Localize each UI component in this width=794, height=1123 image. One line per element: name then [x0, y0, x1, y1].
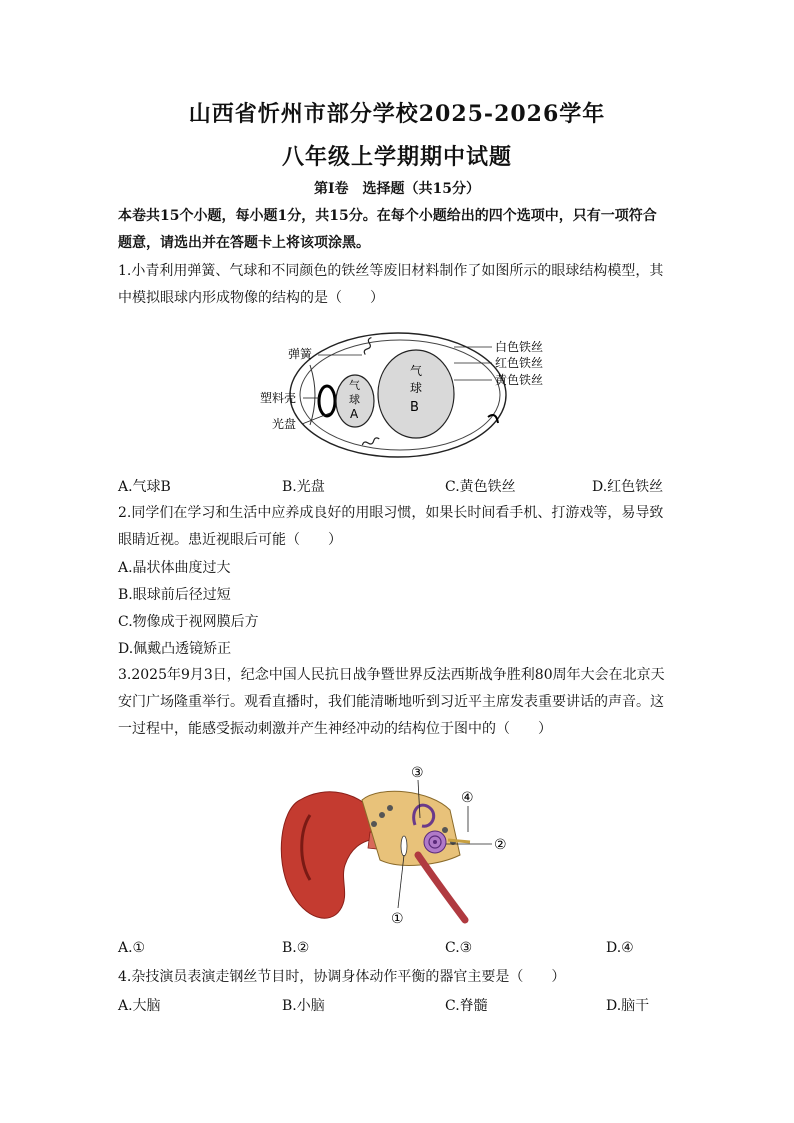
q1-option-a[interactable]: A.气球B [118, 479, 171, 495]
q2-option-b[interactable]: B.眼球前后径过短 [118, 587, 231, 603]
ear-label-2: ② [494, 837, 507, 853]
balloon-b-char3: B [410, 400, 419, 415]
label-white-wire: 白色铁丝 [495, 340, 544, 354]
q1-stem-line2: 中模拟眼球内形成物像的结构的是（ ） [118, 290, 384, 306]
exam-title-line1: 山西省忻州市部分学校2025-2026学年 [188, 101, 606, 127]
spring-top [363, 337, 373, 355]
auditory-nerve [448, 840, 470, 842]
section-heading: 第Ⅰ卷 选择题（共15分） [313, 181, 481, 197]
label-spring: 弹簧 [288, 347, 313, 361]
balloon-a-char2: 球 [349, 393, 360, 406]
q4-option-c[interactable]: C.脊髓 [445, 998, 488, 1014]
ear-label-3: ③ [411, 765, 424, 781]
q3-option-d[interactable]: D.④ [606, 940, 634, 956]
q3-stem-line2: 安门广场隆重举行。观看直播时，我们能清晰地听到习近平主席发表重要讲话的声音。这 [118, 694, 664, 710]
q2-option-c[interactable]: C.物像成于视网膜后方 [118, 614, 259, 630]
eustachian-tube [418, 855, 465, 920]
q2-stem-line1: 2.同学们在学习和生活中应养成良好的用眼习惯，如果长时间看手机、打游戏等，易导致 [118, 505, 664, 521]
q1-option-d[interactable]: D.红色铁丝 [592, 479, 664, 495]
instructions-line1: 本卷共15个小题，每小题1分，共15分。在每个小题给出的四个选项中，只有一项符合 [118, 208, 657, 224]
q3-stem-line3: 一过程中，能感受振动刺激并产生神经冲动的结构位于图中的（ ） [118, 721, 552, 737]
q1-option-b[interactable]: B.光盘 [282, 479, 325, 495]
label-red-wire: 红色铁丝 [495, 356, 544, 370]
eye-model-figure [250, 325, 560, 465]
ear-label-1: ① [391, 911, 404, 927]
q3-stem-line1: 3.2025年9月3日，纪念中国人民抗日战争暨世界反法西斯战争胜利80周年大会在北京天 [118, 667, 665, 683]
spring-bottom [362, 437, 380, 447]
q3-option-b[interactable]: B.② [282, 940, 310, 956]
inner-curve [310, 365, 315, 425]
q1-stem-line1: 1.小青利用弹簧、气球和不同颜色的铁丝等废旧材料制作了如图所示的眼球结构模型，其 [118, 263, 664, 279]
label-disc: 光盘 [272, 417, 297, 431]
exam-title-line2: 八年级上学期期中试题 [281, 144, 512, 170]
q3-option-a[interactable]: A.① [118, 940, 146, 956]
q4-stem: 4.杂技演员表演走钢丝节目时，协调身体动作平衡的器官主要是（ ） [118, 969, 566, 985]
balloon-a-char1: 气 [349, 379, 360, 392]
q2-option-a[interactable]: A.晶状体曲度过大 [118, 560, 231, 576]
q4-option-b[interactable]: B.小脑 [282, 998, 325, 1014]
label-plastic-shell: 塑料壳 [260, 391, 297, 405]
q4-option-a[interactable]: A.大脑 [118, 998, 161, 1014]
label-yellow-wire: 黄色铁丝 [495, 373, 544, 387]
q2-stem-line2: 眼睛近视。患近视眼后可能（ ） [118, 532, 342, 548]
q1-option-c[interactable]: C.黄色铁丝 [445, 479, 516, 495]
balloon-b-char1: 气 [410, 364, 423, 378]
eardrum [401, 836, 407, 856]
instructions-line2: 题意，请选出并在答题卡上将该项涂黑。 [118, 235, 370, 251]
balloon-b-char2: 球 [410, 381, 423, 395]
q4-option-d[interactable]: D.脑干 [606, 998, 650, 1014]
ear-structure-figure [270, 760, 520, 930]
q3-option-c[interactable]: C.③ [445, 940, 473, 956]
plastic-shell [319, 386, 335, 416]
ear-label-4: ④ [461, 790, 474, 806]
q2-option-d[interactable]: D.佩戴凸透镜矫正 [118, 641, 232, 657]
balloon-a-char3: A [350, 407, 359, 421]
